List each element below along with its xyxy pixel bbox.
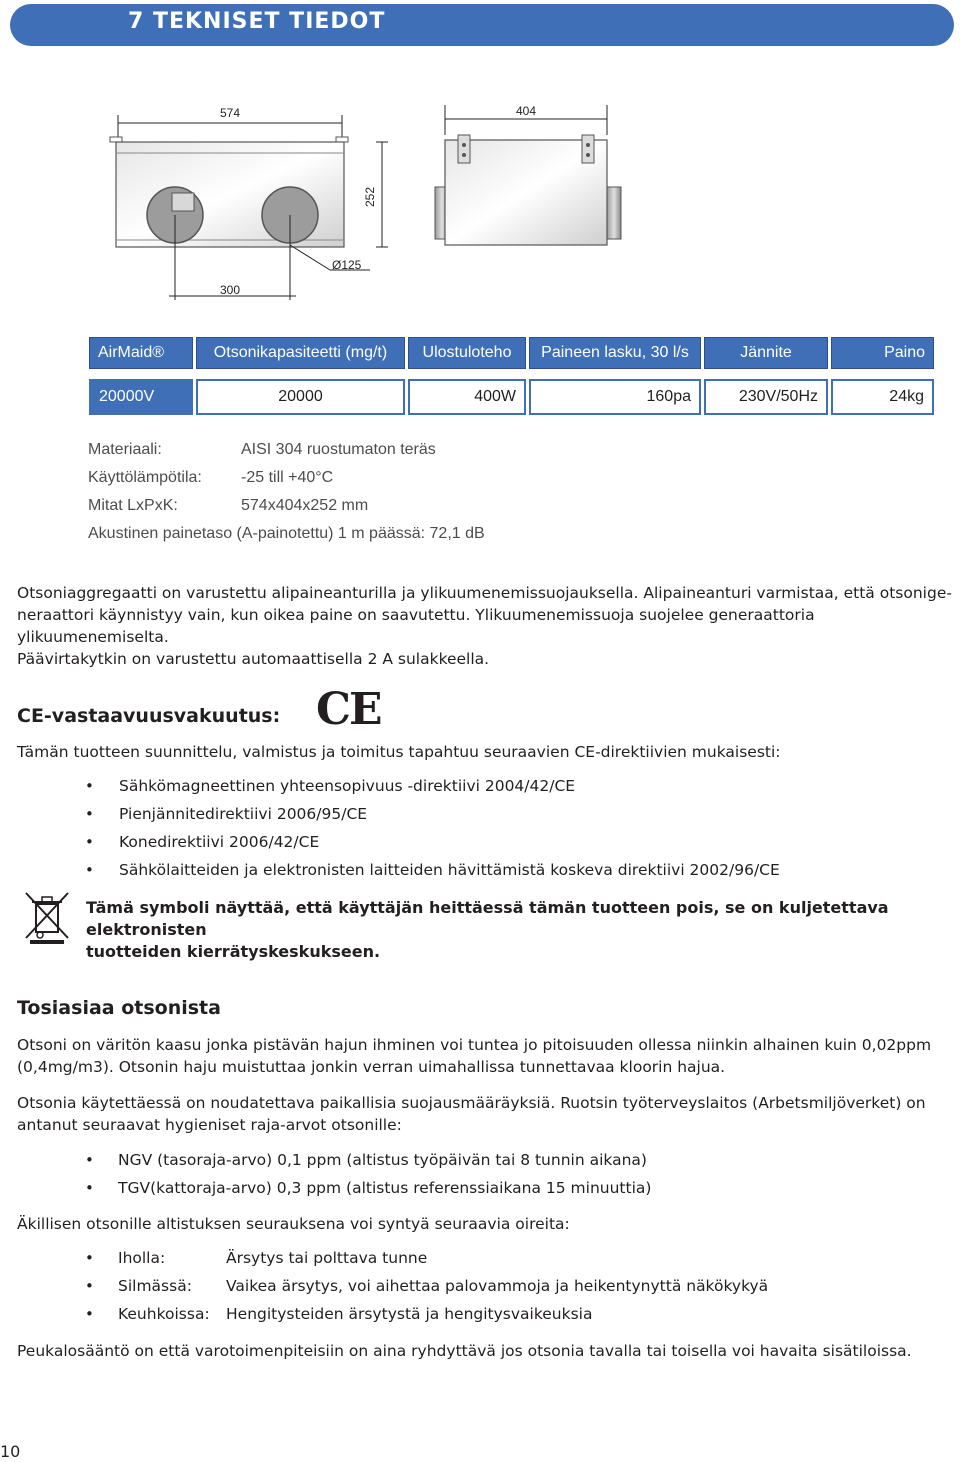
ce-mark: CE	[316, 684, 381, 735]
size-value: 574x404x252 mm	[241, 497, 369, 514]
header-cell: Paino	[831, 337, 934, 369]
header-cell: AirMaid®	[89, 337, 193, 369]
symptoms-intro: Äkillisen otsonille altistuksen seurauksena voi syntyä seuraavia oireita:	[17, 1215, 570, 1233]
description-line: Päävirtakytkin on varustettu automaattisella 2 A sulakkeella.	[17, 650, 490, 668]
section-title: 7 TEKNISET TIEDOT	[128, 9, 386, 34]
table-cell: 20000	[196, 379, 405, 415]
temp-value: -25 till +40°C	[241, 469, 334, 486]
dim-height-label: 252	[363, 186, 377, 207]
header-cell: Paineen lasku, 30 l/s	[529, 337, 701, 369]
header-cell: Ulostuloteho	[408, 337, 526, 369]
size-label: Mitat LxPxK:	[88, 497, 178, 514]
table-cell: 400W	[408, 379, 526, 415]
ozone-paragraph-1: Otsoni on väritön kaasu jonka pistävän hajun ihminen voi tuntea jo pitoisuuden ollessa niinkin alhainen kuin 0,02ppm (0,4mg/m3). Otsonin haju muistuttaa jonkin verran uimahallissa tunnettavaa kloorin hajua.	[17, 1036, 932, 1076]
page-number: 10	[0, 1442, 21, 1461]
description	[17, 582, 957, 670]
dim-depth-label: 404	[516, 104, 537, 118]
front-view	[110, 106, 388, 300]
weee-notice: Tämä symboli näyttää, että käyttäjän heittäessä tämän tuotteen pois, se on kuljetettava elektronisten tuotteiden kierrätyskeskukseen.	[86, 898, 889, 961]
noise-level: Akustinen painetaso (A-painotettu) 1 m päässä: 72,1 dB	[88, 525, 485, 542]
table-cell: 20000V	[89, 379, 193, 415]
description-line: Otsoniaggregaatti on varustettu alipaineanturilla ja ylikuumenemissuojauksella. Alipaineanturi varmistaa, että otsonige-	[17, 584, 952, 602]
list-item: • Keuhkoissa: Hengitysteiden ärsytystä ja hengitysvaikeuksia	[85, 1305, 593, 1323]
weee-bin-icon	[22, 890, 72, 945]
ce-heading: CE-vastaavuusvakuutus:	[17, 705, 281, 727]
table-cell: 24kg	[831, 379, 934, 415]
spec-table-row	[86, 379, 937, 415]
list-item: • NGV (tasoraja-arvo) 0,1 ppm (altistus työpäivän tai 8 tunnin aikana)	[85, 1151, 647, 1169]
ce-intro: Tämän tuotteen suunnittelu, valmistus ja toimitus tapahtuu seuraavien CE-direktiivien mukaisesti:	[17, 743, 781, 761]
list-item: • Iholla: Ärsytys tai polttava tunne	[85, 1249, 428, 1267]
dim-width-label: 574	[220, 106, 241, 120]
dim-spacing-label: 300	[220, 283, 241, 297]
temp-label: Käyttölämpötila:	[88, 469, 202, 486]
list-item: • Pienjännitedirektiivi 2006/95/CE	[85, 805, 368, 823]
spec-table-header	[86, 337, 937, 369]
side-view	[435, 104, 621, 245]
material-label: Materiaali:	[88, 441, 162, 458]
header-cell: Otsonikapasiteetti (mg/t)	[196, 337, 405, 369]
list-item: • Sähkölaitteiden ja elektronisten laitteiden hävittämistä koskeva direktiivi 2002/96/CE	[85, 861, 780, 879]
list-item: • Silmässä: Vaikea ärsytys, voi aihettaa palovammoja ja heikentynyttä näkökykyä	[85, 1277, 769, 1295]
ozone-paragraph-2: Otsonia käytettäessä on noudatettava paikallisia suojausmääräyksiä. Ruotsin työterveyslaitos (Arbetsmiljöverket) on antanut seuraavat hygieniset raja-arvot otsonille:	[17, 1094, 926, 1134]
list-item: • Sähkömagneettinen yhteensopivuus -direktiivi 2004/42/CE	[85, 777, 576, 795]
table-cell: 160pa	[529, 379, 701, 415]
dimension-drawing	[80, 95, 640, 310]
table-cell: 230V/50Hz	[704, 379, 828, 415]
dim-diameter-label: Ø125	[332, 258, 362, 272]
material-value: AISI 304 ruostumaton teräs	[241, 441, 436, 458]
list-item: • Konedirektiivi 2006/42/CE	[85, 833, 320, 851]
description-line: neraattori käynnistyy vain, kun oikea paine on saavutettu. Ylikuumenemissuoja suojelee generaattoria ylikuumenemiselta.	[17, 606, 815, 646]
header-cell: Jännite	[704, 337, 828, 369]
rule-of-thumb: Peukalosääntö on että varotoimenpiteisiin on aina ryhdyttävä jos otsonia tavalla tai toisella voi havaita sisätiloissa.	[17, 1342, 912, 1360]
ozone-heading: Tosiasiaa otsonista	[17, 997, 221, 1019]
list-item: • TGV(kattoraja-arvo) 0,3 ppm (altistus referenssiaikana 15 minuuttia)	[85, 1179, 652, 1197]
